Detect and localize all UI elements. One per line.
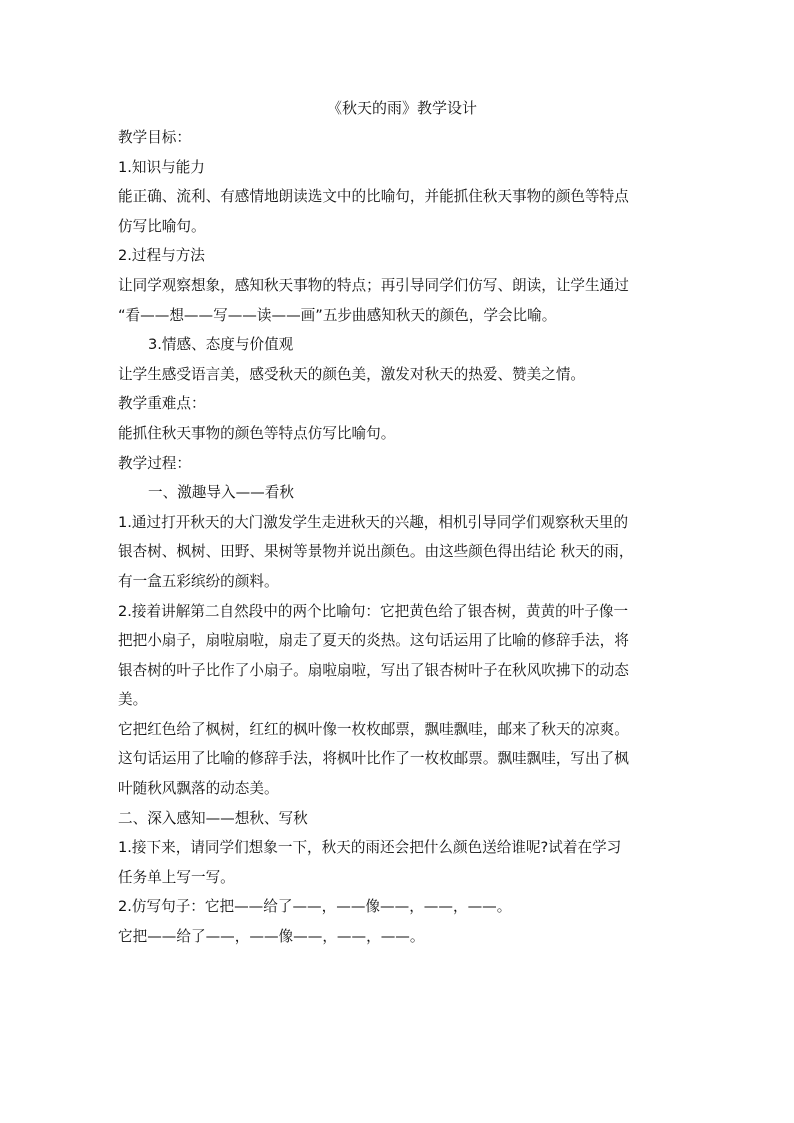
text-line: 叶随秋风飘落的动态美。 [118, 780, 279, 798]
text-line: 仿写比喻句。 [118, 217, 206, 235]
text-line: “看——想——写——读——画”五步曲感知秋天的颜色，学会比喻。 [118, 306, 557, 324]
text-line: 1.接下来，请同学们想象一下，秋天的雨还会把什么颜色送给谁呢?试着在学习 [118, 839, 622, 857]
step2-paragraph-3: 它把——给了——，——像——，——，——。 [118, 928, 425, 946]
step1-paragraph-3 [118, 715, 686, 804]
step1-heading: 一、激趣导入——看秋 [148, 484, 294, 502]
emotion-paragraph: 让学生感受语言美，感受秋天的颜色美，激发对秋天的热爱、赞美之情。 [118, 365, 586, 383]
text-line: 能正确、流利、有感情地朗读选文中的比喻句，并能抓住秋天事物的颜色等特点 [118, 188, 629, 206]
step1-paragraph-1 [118, 508, 686, 597]
knowledge-heading: 1.知识与能力 [118, 158, 205, 176]
knowledge-paragraph [118, 182, 686, 241]
text-line: 美。 [118, 691, 148, 709]
text-line: 银杏树的叶子比作了小扇子。扇啦扇啦，写出了银杏树叶子在秋风吹拂下的动态 [118, 661, 629, 679]
text-line: 任务单上写一写。 [118, 868, 235, 886]
step2-paragraph-2: 2.仿写句子：它把——给了——，——像——，——，——。 [118, 898, 512, 916]
text-line: 它把红色给了枫树，红红的枫叶像一枚枚邮票，飘哇飘哇，邮来了秋天的凉爽。 [118, 720, 629, 738]
document-title: 《秋天的雨》教学设计 [326, 99, 477, 117]
step1-paragraph-2 [118, 597, 686, 715]
text-line: 这句话运用了比喻的修辞手法，将枫叶比作了一枚枚邮票。飘哇飘哇，写出了枫 [118, 750, 629, 768]
objectives-heading: 教学目标： [118, 129, 191, 146]
text-line: 银杏树、枫树、田野、果树等景物并说出颜色。由这些颜色得出结论 秋天的雨， [118, 543, 634, 561]
text-line: 1.通过打开秋天的大门激发学生走进秋天的兴趣，相机引导同学们观察秋天里的 [118, 513, 629, 531]
emotion-heading: 3.情感、态度与价值观 [148, 336, 294, 354]
step2-heading: 二、深入感知——想秋、写秋 [118, 809, 308, 827]
text-line: 有一盒五彩缤纷的颜料。 [118, 572, 279, 590]
document-page [118, 93, 686, 952]
difficulty-heading: 教学重难点： [118, 395, 206, 413]
text-line: 2.接着讲解第二自然段中的两个比喻句：它把黄色给了银杏树，黄黄的叶子像一 [118, 602, 629, 620]
difficulty-paragraph: 能抓住秋天事物的颜色等特点仿写比喻句。 [118, 424, 396, 442]
process-paragraph [118, 271, 686, 330]
teaching-process-heading: 教学过程： [118, 454, 191, 472]
text-line: 让同学观察想象，感知秋天事物的特点；再引导同学们仿写、朗读，让学生通过 [118, 276, 629, 294]
step2-paragraph-1 [118, 833, 686, 892]
process-heading: 2.过程与方法 [118, 247, 205, 265]
text-line: 把把小扇子，扇啦扇啦，扇走了夏天的炎热。这句话运用了比喻的修辞手法，将 [118, 632, 629, 650]
